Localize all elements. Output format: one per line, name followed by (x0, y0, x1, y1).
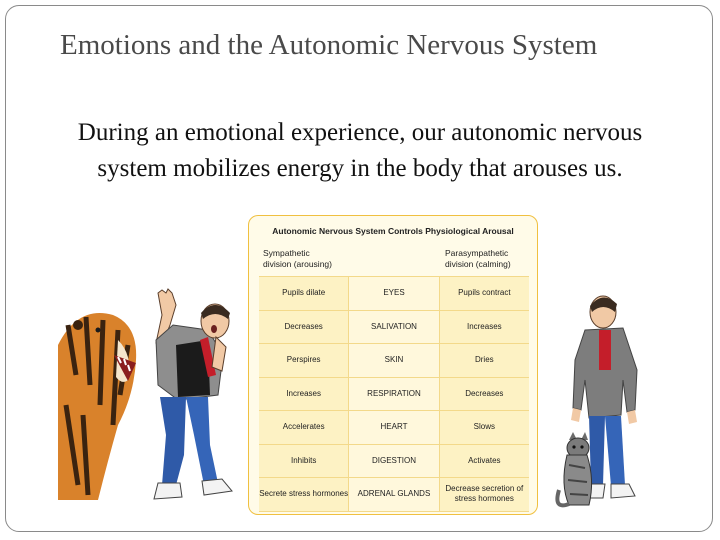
parasympathetic-cell: Dries (440, 344, 529, 377)
organ-cell: SKIN (348, 344, 439, 377)
sympathetic-cell: Pupils dilate (259, 277, 348, 310)
parasympathetic-cell: Activates (440, 445, 529, 478)
sympathetic-cell: Perspires (259, 344, 348, 377)
table-row (259, 477, 529, 512)
table-grid (259, 276, 529, 512)
ans-arousal-table (248, 215, 538, 515)
parasympathetic-header (445, 248, 511, 270)
sympathetic-header-line1: Sympathetic (263, 248, 310, 258)
sympathetic-header-line2: division (arousing) (263, 259, 332, 269)
sympathetic-cell: Secrete stress hormones (259, 478, 348, 511)
table-title: Autonomic Nervous System Controls Physiological Arousal (272, 226, 514, 236)
tiger-and-frightened-man-illustration (58, 285, 248, 515)
parasympathetic-header-line2: division (calming) (445, 259, 511, 269)
organ-cell: RESPIRATION (348, 378, 439, 411)
table-row (259, 310, 529, 344)
parasympathetic-cell: Decrease secretion of stress hormones (440, 478, 529, 511)
sympathetic-cell: Increases (259, 378, 348, 411)
parasympathetic-cell: Decreases (440, 378, 529, 411)
table-row (259, 444, 529, 478)
organ-cell: SALIVATION (348, 311, 439, 344)
table-row (259, 343, 529, 377)
table-row (259, 276, 529, 310)
sympathetic-header (263, 248, 332, 270)
calm-man-and-cat-illustration (555, 290, 675, 515)
organ-cell: ADRENAL GLANDS (348, 478, 439, 511)
tiger-icon (58, 313, 136, 500)
table-row (259, 410, 529, 444)
frightened-man-icon (154, 289, 232, 499)
parasympathetic-cell: Slows (440, 411, 529, 444)
parasympathetic-cell: Increases (440, 311, 529, 344)
cat-icon (557, 432, 591, 505)
sympathetic-cell: Decreases (259, 311, 348, 344)
organ-cell: DIGESTION (348, 445, 439, 478)
slide-body-text: During an emotional experience, our autonomic nervous system mobilizes energy in the body that arouses us. (77, 119, 643, 182)
sympathetic-cell: Inhibits (259, 445, 348, 478)
parasympathetic-header-line1: Parasympathetic (445, 248, 509, 258)
sympathetic-cell: Accelerates (259, 411, 348, 444)
slide-title: Emotions and the Autonomic Nervous System (60, 29, 598, 61)
table-row (259, 377, 529, 411)
organ-cell: EYES (348, 277, 439, 310)
organ-cell: HEART (348, 411, 439, 444)
parasympathetic-cell: Pupils contract (440, 277, 529, 310)
